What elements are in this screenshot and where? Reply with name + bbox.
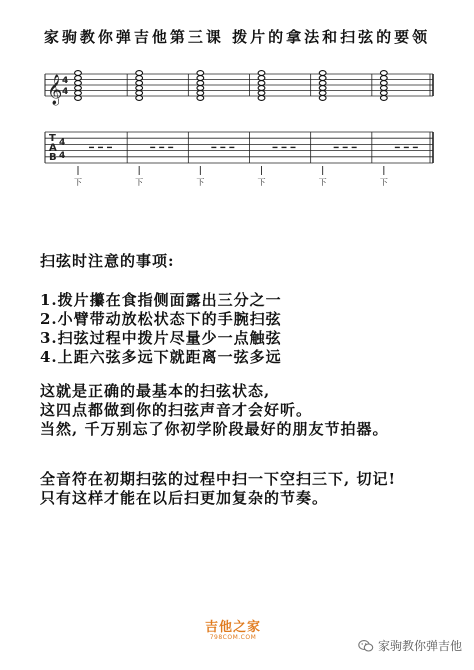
time-signature-top: 4 (62, 76, 69, 86)
tab-staff (45, 132, 433, 187)
whole-note (319, 91, 326, 96)
whole-note (75, 86, 82, 91)
wechat-watermark (358, 637, 462, 654)
whole-note (75, 91, 82, 96)
whole-note (197, 91, 204, 96)
whole-note (197, 96, 204, 101)
paragraph-line: 全音符在初期扫弦的过程中扫一下空扫三下, 切记! (40, 470, 397, 488)
wechat-icon (358, 639, 374, 653)
tab-rest-dash (89, 147, 94, 148)
strum-label: 下 (196, 178, 205, 187)
tab-rest-dash (159, 147, 164, 148)
tab-rest-dash (413, 147, 418, 148)
tab-rest-dash (334, 147, 339, 148)
music-staff (45, 71, 433, 106)
whole-note (319, 96, 326, 101)
tab-rest-dash (150, 147, 155, 148)
whole-note (319, 76, 326, 81)
whole-note (75, 81, 82, 86)
whole-note (380, 96, 387, 101)
note-item-1: 1.拨片攥在食指侧面露出三分之一 (40, 291, 282, 309)
whole-note (75, 96, 82, 101)
paragraph-line: 只有这样才能在以后扫更加复杂的节奏。 (40, 489, 329, 507)
note-item-4: 4.上距六弦多远下就距离一弦多远 (40, 348, 282, 366)
site-logo[interactable] (196, 616, 270, 641)
whole-note (258, 96, 265, 101)
whole-note (136, 86, 143, 91)
whole-note (380, 86, 387, 91)
tab-rest-dash (211, 147, 216, 148)
whole-note (136, 71, 143, 76)
whole-note (319, 81, 326, 86)
strum-label: 下 (135, 178, 144, 187)
whole-note (319, 71, 326, 76)
note-item-2: 2.小臂带动放松状态下的手腕扫弦 (40, 310, 282, 328)
strum-label: 下 (257, 178, 266, 187)
note-item-3: 3.扫弦过程中拨片尽量少一点触弦 (40, 329, 282, 347)
whole-note (136, 76, 143, 81)
tab-clef-letter: T (49, 133, 56, 144)
tab-rest-dash (107, 147, 112, 148)
tab-time-signature-top: 4 (59, 138, 66, 148)
whole-note (380, 76, 387, 81)
paragraph-line: 这就是正确的最基本的扫弦状态, (40, 382, 271, 400)
wechat-label: 家驹教你弹吉他 (378, 639, 463, 653)
whole-note (136, 91, 143, 96)
whole-note (136, 96, 143, 101)
strum-label: 下 (379, 178, 388, 187)
whole-note (380, 81, 387, 86)
whole-note (197, 81, 204, 86)
whole-note (380, 91, 387, 96)
tab-rest-dash (343, 147, 348, 148)
tab-time-signature-bottom: 4 (59, 151, 66, 161)
whole-note (197, 76, 204, 81)
tab-clef-letter: A (49, 142, 57, 154)
tab-rest-dash (168, 147, 173, 148)
whole-note (258, 71, 265, 76)
whole-note (75, 76, 82, 81)
whole-note (197, 71, 204, 76)
notes-heading: 扫弦时注意的事项: (40, 252, 175, 270)
logo-url: 798COM.COM (209, 634, 257, 641)
logo-text: 吉他之家 (204, 620, 261, 635)
whole-note (380, 71, 387, 76)
tab-rest-dash (404, 147, 409, 148)
whole-note (258, 86, 265, 91)
tab-rest-dash (395, 147, 400, 148)
paragraph-line: 当然, 千万别忘了你初学阶段最好的朋友节拍器。 (40, 420, 389, 438)
whole-note (75, 71, 82, 76)
strum-label: 下 (74, 178, 82, 187)
tab-clef-letter: B (49, 152, 57, 163)
tab-rest-dash (282, 147, 287, 148)
time-signature-bottom: 4 (62, 87, 69, 97)
whole-note (258, 76, 265, 81)
page-title: 家驹教你弹吉他第三课 拨片的拿法和扫弦的要领 (43, 28, 431, 46)
tab-rest-dash (273, 147, 278, 148)
whole-note (197, 86, 204, 91)
tab-rest-dash (352, 147, 357, 148)
tab-rest-dash (98, 147, 103, 148)
paragraph-line: 这四点都做到你的扫弦声音才会好听。 (40, 401, 313, 419)
whole-note (258, 91, 265, 96)
tab-rest-dash (291, 147, 296, 148)
whole-note (319, 86, 326, 91)
whole-note (136, 81, 143, 86)
treble-clef: 𝄞 (47, 75, 63, 105)
tab-rest-dash (220, 147, 225, 148)
strum-label: 下 (318, 178, 327, 187)
tab-rest-dash (229, 147, 234, 148)
guitar-score (0, 60, 474, 200)
whole-note (258, 81, 265, 86)
